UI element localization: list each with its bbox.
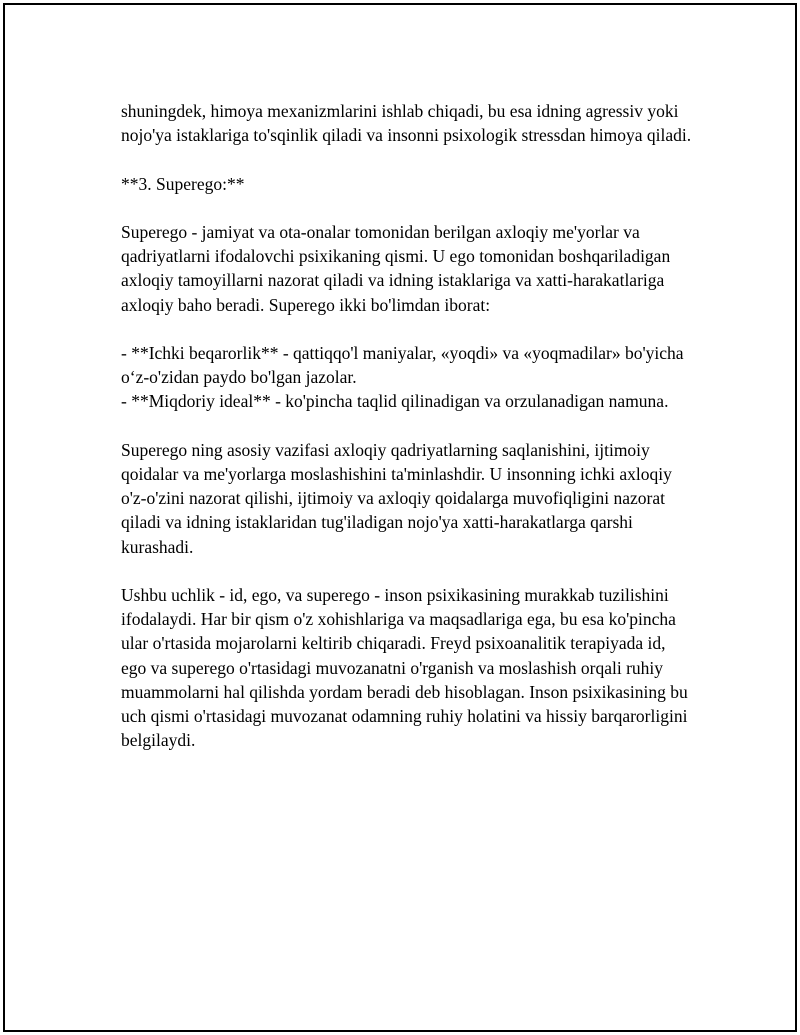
paragraph-conclusion: Ushbu uchlik - id, ego, va superego - inson psixikasining murakkab tuzilishini ifodalaydi. Har bir qism o'z xohishlariga va maqsadlariga ega, bu esa ko'pincha ular o'rtasida mojarolarni keltirib chiqaradi. Freyd psixoanalitik terapiyada id, ego va superego o'rtasidagi muvozanatni o'rganish va moslashish orqali ruhiy muammolarni hal qilishda yordam beradi deb hisoblagan. Inson psixikasining bu uch qismi o'rtasidagi muvozanat odamning ruhiy holatini va hissiy barqarorligini belgilaydi. [121,584,688,751]
document-body [121,99,693,777]
paragraph-superego-definition: Superego - jamiyat va ota-onalar tomonidan berilgan axloqiy me'yorlar va qadriyatlarni ifodalovchi psixikaning qismi. U ego tomonidan boshqariladigan axloqiy tamoyillarni nazorat qiladi va idning istaklariga va xatti-harakatlariga axloqiy baho beradi. Superego ikki bo'limdan iborat: [121,221,671,315]
paragraph-intro: shuningdek, himoya mexanizmlarini ishlab chiqadi, bu esa idning agressiv yoki nojo'ya istaklariga to'sqinlik qiladi va insonni psixologik stressdan himoya qiladi. [121,101,692,146]
section-heading-superego: **3. Superego:** [121,173,245,194]
page-frame [3,3,797,1032]
paragraph-superego-function: Superego ning asosiy vazifasi axloqiy qadriyatlarning saqlanishini, ijtimoiy qoidalar va me'yorlarga moslashishini ta'minlashdir. U insonning ichki axloqiy o'z-o'zini nazorat qilishi, ijtimoiy va axloqiy qoidalarga muvofiqligini nazorat qiladi va idning istaklaridan tug'iladigan nojo'ya xatti-harakatlarga qarshi kurashadi. [121,439,672,557]
list-item-miqdoriy-ideal: - **Miqdoriy ideal** - ko'pincha taqlid qilinadigan va orzulanadigan namuna. [121,391,669,412]
list-item-ichki-beqarorlik: - **Ichki beqarorlik** - qattiqqo'l maniyalar, «yoqdi» va «yoqmadilar» bo'yicha o‘z-o'zidan paydo bo'lgan jazolar. [121,342,684,388]
